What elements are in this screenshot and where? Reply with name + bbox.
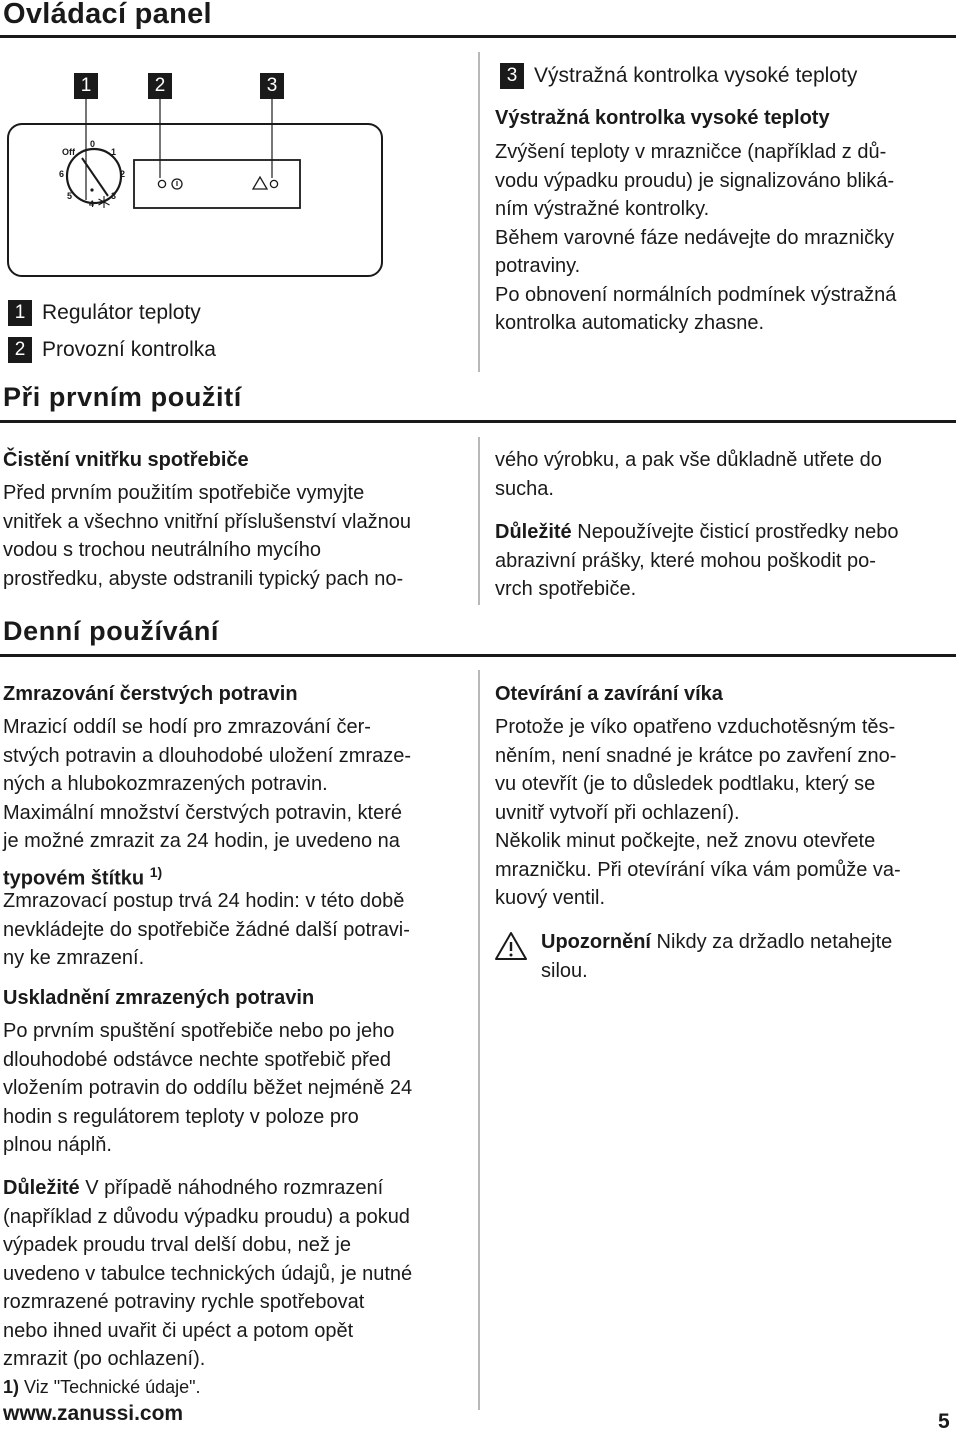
- control-panel-diagram: [0, 60, 400, 320]
- text-line: vého výrobku, a pak vše důkladně utřete do: [495, 449, 882, 471]
- text-line: plnou náplň.: [3, 1134, 112, 1156]
- text-line: potraviny.: [495, 255, 581, 277]
- text-line: Protože je víko opatřeno vzduchotěsným těs-: [495, 716, 896, 738]
- text-line: ním výstražné kontrolky.: [495, 198, 710, 220]
- rating-plate-label: typovém štítku: [3, 867, 145, 890]
- legend-num-3: 3: [500, 63, 524, 89]
- legend-item-1: [8, 300, 201, 326]
- text-line: Maximální množství čerstvých potravin, které: [3, 801, 403, 824]
- legend-label-2: Provozní kontrolka: [42, 338, 216, 361]
- footnote-number: 1): [3, 1377, 20, 1397]
- cleaning-text-continued: [495, 446, 955, 503]
- text-line: kontrolka automaticky zhasne.: [495, 312, 765, 334]
- page-number: 5: [938, 1410, 950, 1433]
- title-rule: [0, 35, 956, 38]
- text-line: Po prvním spuštění spotřebiče nebo po jeho: [3, 1020, 395, 1042]
- warning-icon: [494, 930, 528, 962]
- text-line: mrazničku. Při otevírání víka vám pomůže va-: [495, 858, 901, 881]
- text-line: Před prvním použitím spotřebiče vymyjte: [3, 482, 365, 504]
- text-line: vu otevřít (je to důsledek podtlaku, který se: [495, 773, 876, 795]
- page-title: Ovládací panel: [3, 0, 212, 30]
- column-divider: [478, 670, 480, 1410]
- section-rule: [0, 420, 956, 423]
- text-line: rozmrazené potraviny rychle spotřebovat: [3, 1291, 365, 1313]
- footnote-mark: 1): [149, 864, 163, 880]
- dial-4-label: 4: [89, 199, 95, 209]
- storage-text: [3, 1017, 473, 1160]
- dial-0-label: 0: [90, 139, 96, 149]
- cleaning-text: [3, 479, 473, 593]
- important-label: Důležité: [3, 1177, 80, 1199]
- text-line: uvedeno v tabulce technických údajů, je nutné: [3, 1262, 413, 1285]
- cleaning-heading: Čistění vnitřku spotřebiče: [3, 449, 249, 471]
- text-line: vodou s trochou neutrálního mycího: [3, 539, 321, 561]
- legend-label-1: Regulátor teploty: [42, 301, 201, 324]
- text-line: zmrazit (po ochlazení).: [3, 1348, 206, 1370]
- legend-num-1: 1: [8, 300, 32, 326]
- text-line: vnitřek a všechno vnitřní příslušenství vlažnou: [3, 510, 411, 533]
- text-line: něním, není snadné je krátce po zavření zno-: [495, 744, 897, 767]
- text-line: Po obnovení normálních podmínek výstražná: [495, 283, 897, 306]
- dial-3-label: 3: [111, 191, 117, 201]
- lid-warning: [541, 928, 955, 985]
- legend-item-2: [8, 337, 216, 363]
- important-label: Důležité: [495, 521, 572, 543]
- legend-label-3: Výstražná kontrolka vysoké teploty: [534, 64, 858, 87]
- lid-heading: Otevírání a zavírání víka: [495, 683, 723, 705]
- text-line: vložením potravin do oddílu běžet nejméně 24: [3, 1077, 413, 1099]
- text-line: stvých potravin a dlouhodobé uložení zmraze-: [3, 744, 412, 767]
- alarm-text: [495, 138, 955, 338]
- dial-5-label: 5: [67, 191, 73, 201]
- text-line: vodu výpadku proudu) je signalizováno bliká-: [495, 169, 895, 192]
- text-line: vrch spotřebiče.: [495, 578, 637, 600]
- text-line: sucha.: [495, 477, 554, 500]
- dial-2-label: 2: [120, 169, 126, 179]
- website-link[interactable]: www.zanussi.com: [3, 1402, 184, 1425]
- section-rule: [0, 654, 956, 657]
- text-line: nevkládejte do spotřebiče žádné další potravi-: [3, 918, 410, 941]
- text-line: Zvýšení teploty v mrazničce (například z dů-: [495, 141, 887, 163]
- footnote: [3, 1377, 201, 1398]
- dial-off-label: Off: [62, 147, 75, 157]
- text-line: Během varovné fáze nedávejte do mrazničky: [495, 226, 895, 249]
- text-line: Mrazicí oddíl se hodí pro zmrazování čer-: [3, 716, 371, 738]
- column-divider: [478, 437, 480, 605]
- storage-heading: Uskladnění zmrazených potravin: [3, 987, 315, 1009]
- text-line: je možné zmrazit za 24 hodin, je uvedeno na: [3, 830, 400, 852]
- first-use-title: Při prvním použití: [3, 382, 242, 412]
- text-line: Zmrazovací postup trvá 24 hodin: v této době: [3, 890, 405, 912]
- text-line: (například z důvodu výpadku proudu) a pokud: [3, 1205, 410, 1228]
- freezing-duration-text: [3, 887, 473, 973]
- text-line: uvnitř vytvoří při ochlazení).: [495, 801, 740, 824]
- text-line: nebo ihned uvařit či upéct a potom opět: [3, 1319, 354, 1342]
- callout-3: 3: [260, 73, 284, 99]
- freezing-heading: Zmrazování čerstvých potravin: [3, 683, 298, 705]
- defrost-important-note: [3, 1174, 473, 1374]
- warning-text-continued: silou.: [541, 959, 588, 982]
- warning-text: Nikdy za držadlo netahejte: [651, 931, 893, 953]
- text-line: Důležité Nepoužívejte čisticí prostředky nebo: [495, 521, 899, 543]
- text-line: výpadek proudu trval delší dobu, než je: [3, 1234, 351, 1256]
- freezing-text: [3, 713, 473, 856]
- text-line: ných a hlubokozmrazených potravin.: [3, 773, 328, 795]
- text-line: prostředku, abyste odstranili typický pach no-: [3, 567, 404, 590]
- warning-label: Upozornění: [541, 931, 651, 953]
- column-divider: [478, 52, 480, 372]
- dial-6-label: 6: [59, 169, 65, 179]
- text-line: Důležité V případě náhodného rozmrazení: [3, 1177, 384, 1199]
- dial-1-label: 1: [111, 147, 117, 157]
- legend-num-2: 2: [8, 337, 32, 363]
- text-line: dlouhodobé odstávce nechte spotřebič před: [3, 1048, 392, 1071]
- text-line: kuový ventil.: [495, 887, 606, 909]
- alarm-legend: [500, 63, 857, 89]
- daily-use-title: Denní používání: [3, 616, 220, 646]
- text-line: Několik minut počkejte, než znovu otevřete: [495, 830, 876, 852]
- alarm-heading: Výstražná kontrolka vysoké teploty: [495, 107, 830, 129]
- cleaning-important-note: [495, 518, 955, 604]
- callout-1: 1: [74, 73, 98, 99]
- panel-drawing: [0, 60, 400, 320]
- text-line: abrazivní prášky, které mohou poškodit po-: [495, 549, 876, 572]
- text-line: hodin s regulátorem teploty v poloze pro: [3, 1105, 359, 1128]
- footnote-text: Viz "Technické údaje".: [19, 1377, 201, 1397]
- callout-2: 2: [148, 73, 172, 99]
- lid-text: [495, 713, 955, 913]
- text-line: ny ke zmrazení.: [3, 947, 145, 969]
